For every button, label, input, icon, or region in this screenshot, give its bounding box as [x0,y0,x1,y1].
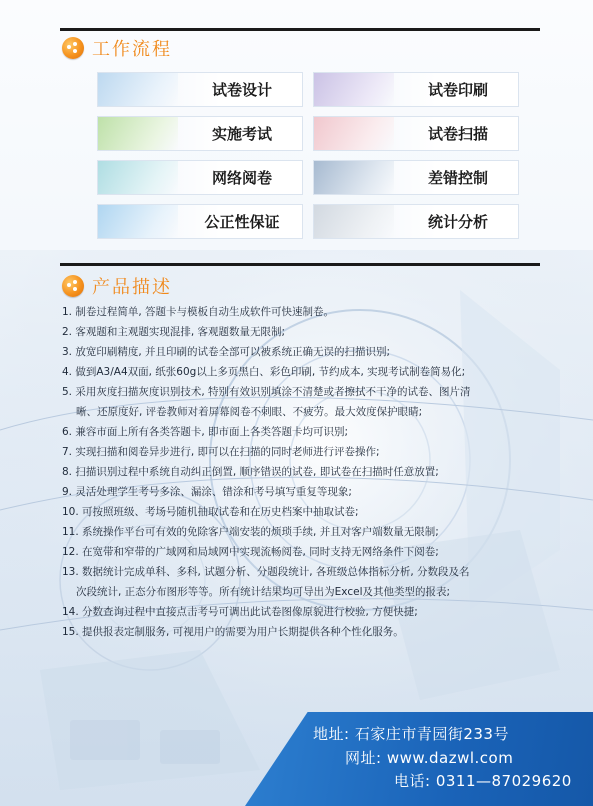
description-item: 13. 数据统计完成单科、多科, 试题分析、分题段统计, 各班级总体指标分析, 分数段及名 [62,566,470,578]
description-item: 4. 做到A3/A4双面, 纸张60g以上多页黑白、彩色印刷, 节约成本, 实现考试制卷简易化; [62,366,466,378]
workflow-thumbnail [98,161,178,194]
workflow-header [62,35,172,61]
contact-website[interactable]: 网址: www.dazwl.com [345,749,514,767]
description-item: 9. 灵活处理学生考号多涂、漏涂、错涂和考号填写重复等现象; [62,486,352,498]
middle-divider [60,263,540,266]
description-item: 7. 实现扫描和阅卷异步进行, 即可以在扫描的同时老师进行评卷操作; [62,446,380,458]
workflow-thumbnail [98,73,178,106]
description-item: 15. 提供报表定制服务, 可视用户的需要为用户长期提供各种个性化服务。 [62,626,404,638]
contact-phone: 电话: 0311—87029620 [394,772,572,790]
description-item: 1. 制卷过程简单, 答题卡与模板自动生成软件可快速制卷。 [62,306,335,318]
workflow-card-label: 实施考试 [211,125,272,143]
workflow-card [97,160,303,195]
top-divider [60,28,540,31]
description-item: 3. 放宽印刷精度, 并且印刷的试卷全部可以被系统正确无误的扫描识别; [62,346,391,358]
workflow-thumbnail [314,205,394,238]
workflow-card [313,116,519,151]
workflow-thumbnail [98,117,178,150]
workflow-thumbnail [314,73,394,106]
workflow-card-label: 统计分析 [427,213,488,231]
description-item: 11. 系统操作平台可有效的免除客户端安装的烦琐手续, 并且对客户端数量无限制; [62,526,439,538]
workflow-card-label: 网络阅卷 [211,169,272,187]
description-item: 8. 扫描识别过程中系统自动纠正倒置, 顺序错误的试卷, 即试卷在扫描时任意放置; [62,466,439,478]
workflow-thumbnail [314,117,394,150]
workflow-card [313,204,519,239]
workflow-thumbnail [314,161,394,194]
description-item-continued: 次段统计, 正态分布图形等等。所有统计结果均可导出为Excel及其他类型的报表; [76,586,451,598]
workflow-card-label: 试卷印刷 [427,81,488,99]
description-title: 产品描述 [92,277,172,298]
workflow-card [97,116,303,151]
workflow-card [313,72,519,107]
workflow-card [313,160,519,195]
description-item-continued: 晰、还原度好, 评卷教师对着屏幕阅卷不刺眼、不疲劳。最大效度保护眼睛; [76,406,423,418]
description-item: 2. 客观题和主观题实现混排, 客观题数量无限制; [62,326,286,338]
description-item: 12. 在宽带和窄带的广域网和局域网中实现流畅阅卷, 同时支持无网络条件下阅卷; [62,546,439,558]
workflow-card-label: 试卷扫描 [427,125,488,143]
description-list [62,302,552,642]
workflow-card-label: 公正性保证 [204,213,280,231]
workflow-card [97,72,303,107]
description-item: 6. 兼容市面上所有各类答题卡, 即市面上各类答题卡均可识别; [62,426,349,438]
dots-circle-icon [62,275,84,297]
workflow-card [97,204,303,239]
description-item: 14. 分数查询过程中直接点击考号可调出此试卷图像原貌进行校验, 方便快捷; [62,606,418,618]
dots-circle-icon [62,37,84,59]
workflow-thumbnail [98,205,178,238]
description-item: 5. 采用灰度扫描灰度识别技术, 特别有效识别填涂不清楚或者擦拭不干净的试卷、图片清 [62,386,471,398]
workflow-title: 工作流程 [92,39,172,60]
description-item: 10. 可按照班级、考场号随机抽取试卷和在历史档案中抽取试卷; [62,506,359,518]
contact-address: 地址: 石家庄市青园街233号 [313,725,509,743]
workflow-card-label: 差错控制 [427,169,488,187]
description-header [62,273,172,299]
workflow-card-label: 试卷设计 [211,81,272,99]
